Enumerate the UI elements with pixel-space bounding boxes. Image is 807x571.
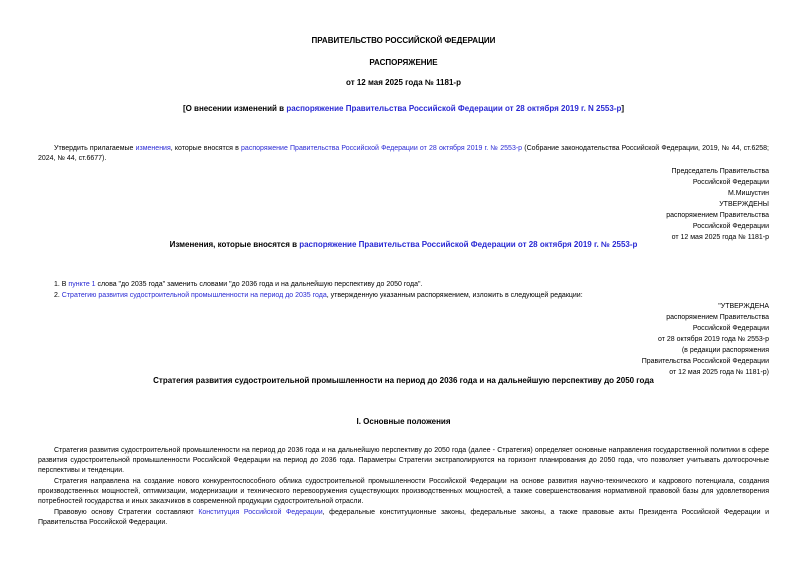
subject-link[interactable]: распоряжение Правительства Российской Федерации от 28 октября 2019 г. N 2553-р xyxy=(286,104,622,113)
list-item-1 xyxy=(54,280,422,290)
approved-block-1 xyxy=(666,199,769,243)
doc-type: РАСПОРЯЖЕНИЕ xyxy=(369,58,438,67)
intro-paragraph xyxy=(38,144,769,164)
approved-line: Правительства Российской Федерации xyxy=(641,358,769,365)
approved-line: распоряжением Правительства xyxy=(666,212,769,219)
signature-line: Российской Федерации xyxy=(692,179,769,186)
paragraph-1: Стратегия развития судостроительной промышленности на период до 2036 года и на дальнейшую перспективу до 2050 года (далее - Стратегия) определяет основные направления государственной политики в сфере развития судостроительной промышленности Российской Федерации на период до 2036 года. Параметры Стратегии экстраполируются на горизонт планирования до 2050 года, что позволяет учитывать долгосрочные перспективы и тенденции. xyxy=(38,447,769,474)
approved-line: распоряжением Правительства xyxy=(666,314,769,321)
approved-line: Российской Федерации xyxy=(692,223,769,230)
paragraph-2: Стратегия направлена на создание нового конкурентоспособного облика судостроительной промышленности Российской Федерации на основе развития научно-технического и кадрового потенциала, создания производственных мощностей, оптимизации, модернизации и технического перевооружения существующих производственных мощностей, а также совершенствования нормативной правовой базы для удовлетворения потребностей государства и иных заказчиков в современной продукции судостроительной отрасли. xyxy=(38,478,769,505)
item2-prefix: 2. xyxy=(54,292,62,299)
changes-title-prefix: Изменения, которые вносятся в xyxy=(169,240,300,249)
strategy-title: Стратегия развития судостроительной промышленности на период до 2036 года и на дальнейшую перспективу до 2050 года xyxy=(153,376,654,385)
list-item-2 xyxy=(54,291,583,301)
intro-text-2: , которые вносятся в xyxy=(170,145,242,152)
strategy-link[interactable]: Стратегию развития судостроительной промышленности на период до 2035 года xyxy=(61,292,327,299)
p3-prefix: Правовую основу Стратегии составляют xyxy=(54,509,199,516)
item1-prefix: 1. В xyxy=(54,281,69,288)
org-title: ПРАВИТЕЛЬСТВО РОССИЙСКОЙ ФЕДЕРАЦИИ xyxy=(311,36,496,45)
approved-line: "УТВЕРЖДЕНА xyxy=(718,303,769,310)
subject-suffix: ] xyxy=(621,104,625,113)
intro-text-1: Утвердить прилагаемые xyxy=(54,145,136,152)
approved-line: (в редакции распоряжения xyxy=(681,347,769,354)
approved-line: Российской Федерации xyxy=(692,325,769,332)
approved-block-2 xyxy=(642,301,769,378)
signature-line: М.Мишустин xyxy=(727,190,769,197)
intro-text-3: (Собрание законодательства Российской Федерации, 2019, № 44, ст.6258; 2024, № 44, ст.6677). xyxy=(38,145,769,162)
subject-prefix: [О внесении изменений в xyxy=(182,104,287,113)
item1-text: слова "до 2035 года" заменить словами "до 2036 года и на дальнейшую перспективу до 2050 года". xyxy=(95,281,423,288)
doc-date-number: от 12 мая 2025 года № 1181-р xyxy=(346,78,461,87)
signature-line: Председатель Правительства xyxy=(671,168,769,175)
changes-link[interactable]: изменения xyxy=(135,145,171,152)
approved-line: УТВЕРЖДЕНЫ xyxy=(719,201,769,208)
changes-title xyxy=(0,240,807,250)
order-2553-link[interactable]: распоряжение Правительства Российской Федерации от 28 октября 2019 г. № 2553-р xyxy=(241,145,523,152)
approved-line: от 12 мая 2025 года № 1181-р xyxy=(671,234,769,241)
point-1-link[interactable]: пункте 1 xyxy=(68,281,96,288)
doc-subject xyxy=(0,104,807,114)
paragraph-3 xyxy=(38,508,769,528)
approved-line: от 28 октября 2019 года № 2553-р xyxy=(657,336,769,343)
section-title: I. Основные положения xyxy=(356,417,451,426)
p3-text: , федеральные конституционные законы, федеральные законы, а также правовые акты Президента Российской Федерации и Правительства Российской Федерации. xyxy=(38,509,769,526)
item2-text: , утвержденную указанным распоряжением, изложить в следующей редакции: xyxy=(326,292,583,299)
signature-block xyxy=(672,166,769,199)
constitution-link[interactable]: Конституция Российской Федерации xyxy=(198,509,323,516)
changes-title-link[interactable]: распоряжение Правительства Российской Федерации от 28 октября 2019 г. № 2553-р xyxy=(299,240,638,249)
approved-line: от 12 мая 2025 года № 1181-р) xyxy=(669,369,769,376)
